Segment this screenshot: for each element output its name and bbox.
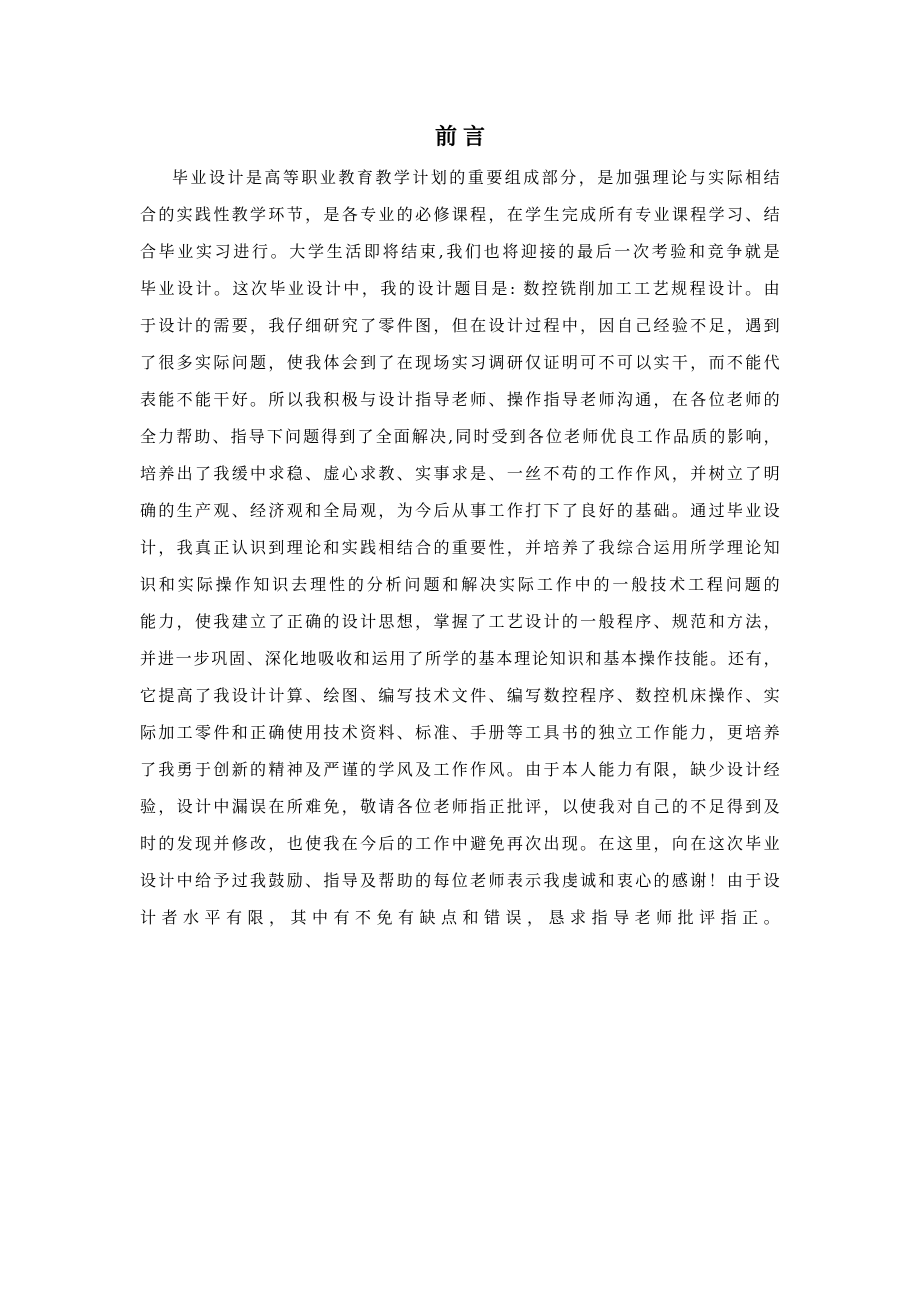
paragraph-line: 合毕业实习进行。大学生活即将结束,我们也将迎接的最后一次考验和竞争就是 [140, 242, 780, 261]
paragraph-line: 计者水平有限，其中有不免有缺点和错误，恳求指导老师批评指正。 [140, 908, 780, 927]
paragraph-line: 并进一步巩固、深化地吸收和运用了所学的基本理论知识和基本操作技能。还有， [140, 649, 780, 668]
paragraph-line: 合的实践性教学环节，是各专业的必修课程，在学生完成所有专业课程学习、结 [140, 205, 780, 224]
paragraph-line: 时的发现并修改，也使我在今后的工作中避免再次出现。在这里，向在这次毕业 [140, 834, 780, 853]
title-char: 前 [434, 125, 457, 150]
title-char: 言 [463, 125, 486, 150]
paragraph-line: 培养出了我缓中求稳、虚心求教、实事求是、一丝不苟的工作作风，并树立了明 [140, 464, 780, 483]
paragraph-line: 于设计的需要，我仔细研究了零件图，但在设计过程中，因自己经验不足，遇到 [140, 316, 780, 335]
paragraph-line: 了很多实际问题，使我体会到了在现场实习调研仅证明可不可以实干，而不能代 [140, 353, 780, 372]
paragraph-line: 识和实际操作知识去理性的分析问题和解决实际工作中的一般技术工程问题的 [140, 575, 780, 594]
paragraph-line: 全力帮助、指导下问题得到了全面解决,同时受到各位老师优良工作品质的影响， [140, 427, 780, 446]
paragraph-line: 确的生产观、经济观和全局观，为今后从事工作打下了良好的基础。通过毕业设 [140, 501, 780, 520]
paragraph-line: 能力，使我建立了正确的设计思想，掌握了工艺设计的一般程序、规范和方法， [140, 612, 780, 631]
preface-paragraph [140, 159, 780, 936]
paragraph-line: 验，设计中漏误在所难免，敬请各位老师指正批评，以使我对自己的不足得到及 [140, 797, 780, 816]
paragraph-line: 了我勇于创新的精神及严谨的学风及工作作风。由于本人能力有限，缺少设计经 [140, 760, 780, 779]
paragraph-line: 它提高了我设计计算、绘图、编写技术文件、编写数控程序、数控机床操作、实 [140, 686, 780, 705]
page-title [0, 118, 920, 158]
paragraph-line: 毕业设计。这次毕业设计中，我的设计题目是: 数控铣削加工工艺规程设计。由 [140, 279, 780, 298]
paragraph-line: 计，我真正认识到理论和实践相结合的重要性，并培养了我综合运用所学理论知 [140, 538, 780, 557]
paragraph-line: 毕业设计是高等职业教育教学计划的重要组成部分，是加强理论与实际相结 [172, 168, 780, 187]
paragraph-line: 设计中给予过我鼓励、指导及帮助的每位老师表示我虔诚和衷心的感谢！由于设 [140, 871, 780, 890]
paragraph-line: 表能不能干好。所以我积极与设计指导老师、操作指导老师沟通，在各位老师的 [140, 390, 780, 409]
paragraph-line: 际加工零件和正确使用技术资料、标准、手册等工具书的独立工作能力，更培养 [140, 723, 780, 742]
